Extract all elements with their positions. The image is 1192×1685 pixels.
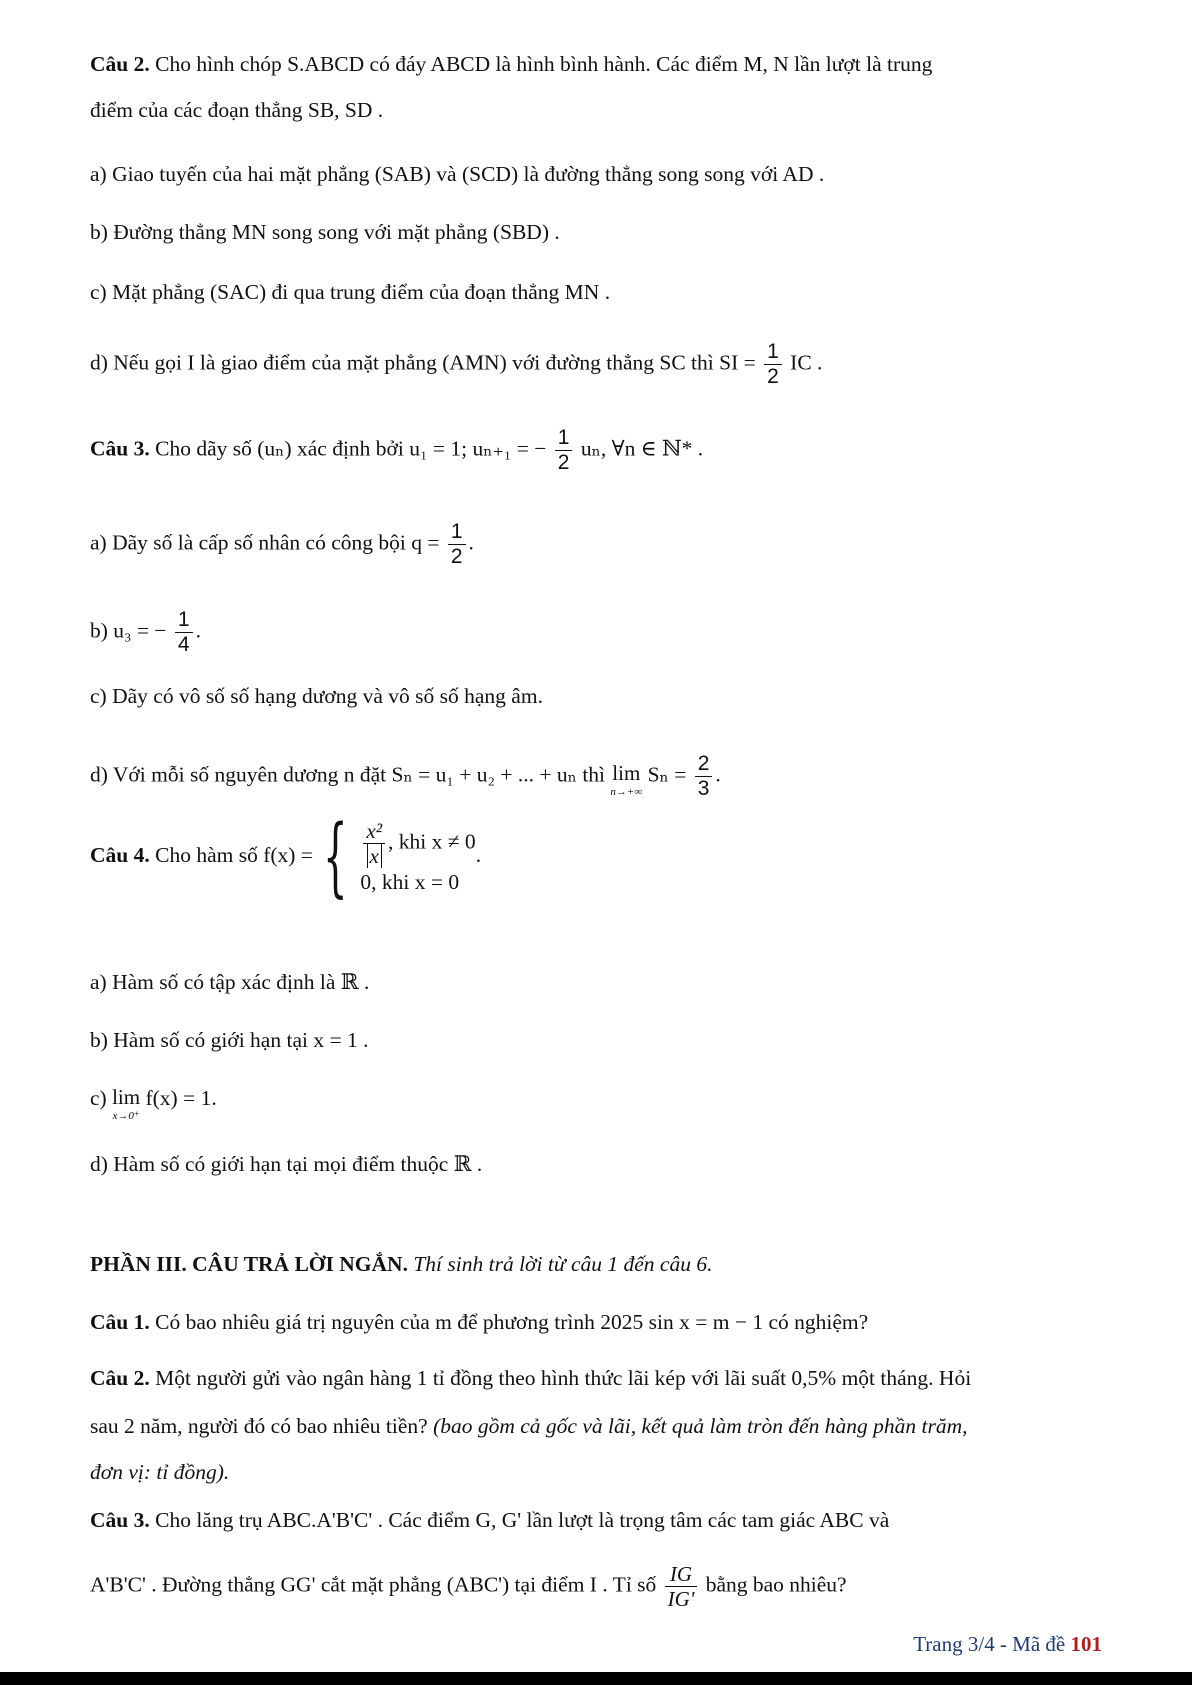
q4-c-limit: lim x→0⁺ [112, 1085, 141, 1122]
q3-intro [90, 426, 703, 475]
p3-q2-line2: sau 2 năm, người đó có bao nhiêu tiền? (bao gồm cả gốc và lãi, kết quả làm tròn đến hàng phần trăm, [90, 1414, 968, 1438]
p3-q3-fraction: $\frac{IG}{IG'}$ [665, 1562, 698, 1611]
p3-q1-text: Có bao nhiêu giá trị nguyên của m để phương trình 2025 sin x = m − 1 có nghiệm? [149, 1310, 869, 1334]
p3-q1-label: Câu 1. [90, 1310, 150, 1334]
p3-q3-label: Câu 3. [90, 1508, 150, 1532]
q3-intro-fraction: $\frac{1}{2}$ [555, 426, 573, 475]
q2-d-end: IC . [790, 350, 823, 375]
part3-heading [90, 1250, 712, 1278]
page-footer [913, 1632, 1102, 1657]
q3-option-d: d) Với mỗi số nguyên dương n đặt Sₙ = u₁ + u₂ + ... + uₙ thì lim n→+∞ Sₙ = $\frac{2}{3}$ . [90, 752, 721, 800]
q2-d-fraction: $\frac{1}{2}$ [764, 340, 782, 389]
q3-d-text: d) Với mỗi số nguyên dương n đặt Sₙ = u₁ + u₂ + ... + uₙ thì [90, 762, 606, 787]
q4-intro: Câu 4. Cho hàm số f(x) = { $\frac{\text{x²}}{x}$ , khi x ≠ 0 0, khi x = 0 . [90, 807, 482, 907]
p3-q2-label: Câu 2. [90, 1366, 150, 1390]
q2-label: Câu 2. [90, 52, 150, 76]
q3-option-b: b) u₃ = − $\frac{1}{4}$ . [90, 608, 201, 656]
left-brace: { [323, 807, 348, 907]
q3-option-a: a) Dãy số là cấp số nhân có công bội q = $\frac{1}{2}$ . [90, 520, 474, 568]
q4-option-b: b) Hàm số có giới hạn tại x = 1 . [90, 1028, 369, 1052]
q3-d-lim-end: Sₙ = [647, 762, 687, 787]
q4-c-end: f(x) = 1. [145, 1086, 217, 1110]
q3-b-text: b) u₃ = − [90, 618, 167, 643]
q4-label: Câu 4. [90, 842, 150, 867]
q3-intro-text: Cho dãy số (uₙ) xác định bởi u₁ = 1; uₙ₊₁ = − [149, 436, 547, 461]
p3-q2-text: Một người gửi vào ngân hàng 1 tỉ đồng theo hình thức lãi kép với lãi suất 0,5% một tháng. Hỏi [149, 1366, 972, 1390]
q4-option-d: d) Hàm số có giới hạn tại mọi điểm thuộc ℝ . [90, 1152, 483, 1176]
q2-d-text: d) Nếu gọi I là giao điểm của mặt phẳng (AMN) với đường thẳng SC thì SI = [90, 350, 756, 375]
p3-q2-line1 [90, 1364, 971, 1392]
p3-q3-text: Cho lăng trụ ABC.A'B'C' . Các điểm G, G' lần lượt là trọng tâm các tam giác ABC và [149, 1508, 890, 1532]
bottom-border [0, 1672, 1192, 1685]
p3-q3-line1 [90, 1506, 889, 1534]
q3-intro-end: uₙ, ∀n ∈ ℕ* . [580, 436, 704, 461]
q3-label: Câu 3. [90, 436, 150, 461]
q2-option-c: c) Mặt phẳng (SAC) đi qua trung điểm của đoạn thẳng MN . [90, 280, 611, 304]
q3-d-limit: lim n→+∞ [610, 761, 643, 799]
footer-page: Trang 3/4 - Mã đề [913, 1632, 1071, 1656]
q4-option-a: a) Hàm số có tập xác định là ℝ . [90, 970, 370, 994]
q3-option-c: c) Dãy có vô số số hạng dương và vô số số hạng âm. [90, 684, 543, 708]
case1-fraction: $\frac{\text{x²}}{x}$ [363, 819, 385, 868]
q2-intro-line2: điểm của các đoạn thẳng SB, SD . [90, 98, 384, 122]
q2-option-d [90, 340, 822, 389]
case2: 0, khi x = 0 [360, 869, 460, 894]
part3-subtitle: Thí sinh trả lời từ câu 1 đến câu 6. [407, 1252, 713, 1276]
q3-d-fraction: $\frac{2}{3}$ [695, 752, 713, 801]
q3-a-text: a) Dãy số là cấp số nhân có công bội q = [90, 530, 440, 555]
q4-c-prefix: c) [90, 1086, 107, 1110]
p3-q3-line2: A'B'C' . Đường thẳng GG' cắt mặt phẳng (ABC') tại điểm I . Tỉ số $\frac{IG}{IG'}$ bằng bao nhiêu? [90, 1562, 847, 1611]
q2-intro-text: Cho hình chóp S.ABCD có đáy ABCD là hình bình hành. Các điểm M, N lần lượt là trung [149, 52, 933, 76]
piecewise-cases: $\frac{\text{x²}}{x}$ , khi x ≠ 0 0, khi x = 0 [360, 818, 476, 894]
q4-option-c [90, 1084, 217, 1124]
p3-q2-line3: đơn vị: tỉ đồng). [90, 1460, 230, 1484]
q3-a-fraction: $\frac{1}{2}$ [448, 520, 466, 569]
p3-q1 [90, 1308, 868, 1336]
part3-title: PHẦN III. CÂU TRẢ LỜI NGẮN. [90, 1252, 408, 1276]
q2-intro-line1 [90, 50, 932, 78]
q4-intro-text: Cho hàm số f(x) = [149, 842, 313, 867]
q2-option-a: a) Giao tuyến của hai mặt phẳng (SAB) và (SCD) là đường thẳng song song với AD . [90, 162, 825, 186]
q2-option-b: b) Đường thẳng MN song song với mặt phẳng (SBD) . [90, 220, 560, 244]
footer-exam-code: 101 [1070, 1632, 1102, 1656]
q3-b-fraction: $\frac{1}{4}$ [175, 608, 193, 657]
